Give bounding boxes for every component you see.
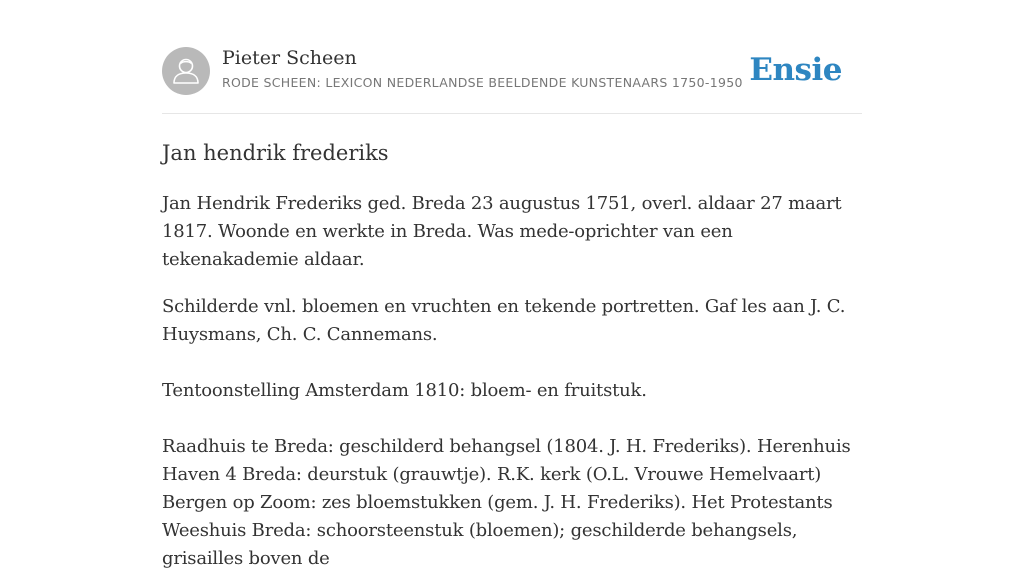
article-paragraph: Schilderde vnl. bloemen en vruchten en tekende portretten. Gaf les aan J. C. Huysmans, Ch. C. Cannemans. bbox=[162, 296, 846, 345]
source-title[interactable]: RODE SCHEEN: LEXICON NEDERLANDSE BEELDENDE KUNSTENAARS 1750-1950 bbox=[222, 75, 743, 90]
author-name[interactable]: Pieter Scheen bbox=[222, 47, 357, 69]
article-header bbox=[162, 46, 862, 96]
author-avatar[interactable] bbox=[162, 47, 210, 95]
article-paragraph: Tentoonstelling Amsterdam 1810: bloem- en fruitstuk. bbox=[162, 380, 647, 401]
article-title: Jan hendrik frederiks bbox=[162, 141, 389, 165]
article-body bbox=[162, 138, 867, 573]
user-silhouette-icon bbox=[162, 47, 210, 95]
article-paragraph: Raadhuis te Breda: geschilderd behangsel (1804. J. H. Frederiks). Herenhuis Haven 4 Breda: deurstuk (grauwtje). R.K. kerk (O.L. Vrouwe Hemelvaart) Bergen op Zoom: zes bloemstukken (gem. J. H. Frederiks). Het Protestants Weeshuis Breda: schoorsteenstuk (bloemen); geschilderde behangsels, grisailles boven de bbox=[162, 436, 851, 569]
article-paragraph: Jan Hendrik Frederiks ged. Breda 23 augustus 1751, overl. aldaar 27 maart 1817. Woonde en werkte in Breda. Was mede-oprichter van een tekenakademie aldaar. bbox=[162, 193, 842, 270]
brand-logo[interactable]: Ensie bbox=[749, 52, 842, 88]
header-divider bbox=[162, 113, 862, 114]
